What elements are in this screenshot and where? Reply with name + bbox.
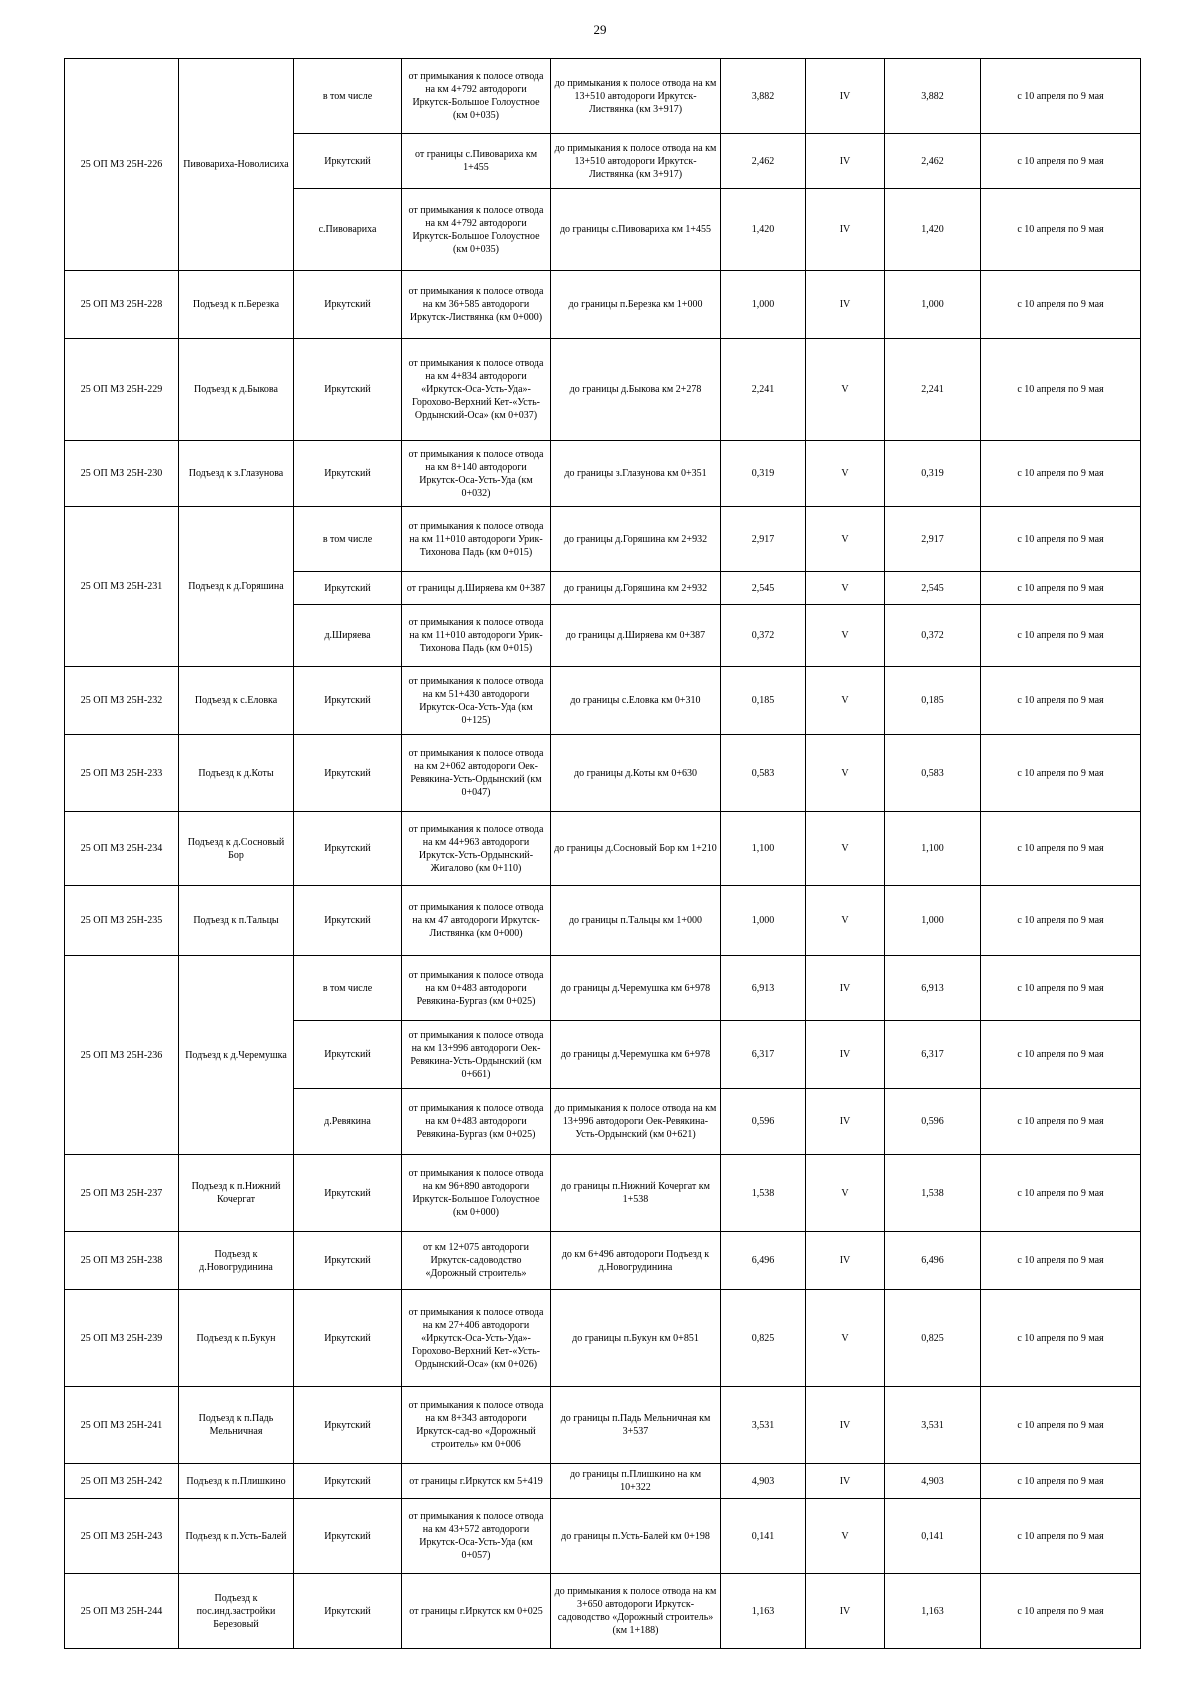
table-row bbox=[65, 441, 1141, 507]
to-cell: до примыкания к полосе отвода на км 13+996 автодороги Оек-Ревякина-Усть-Ордынский (км 0+621) bbox=[551, 1089, 721, 1155]
from-cell: от примыкания к полосе отвода на км 44+963 автодороги Иркутск-Усть-Ордынский-Жигалово (км 0+110) bbox=[402, 812, 551, 886]
from-cell: от примыкания к полосе отвода на км 2+062 автодороги Оек-Ревякина-Усть-Ордынский (км 0+047) bbox=[402, 735, 551, 812]
length2-cell: 0,141 bbox=[885, 1499, 981, 1574]
road-code-cell: 25 ОП МЗ 25Н-235 bbox=[65, 886, 179, 956]
category-cell: IV bbox=[806, 59, 885, 134]
length-cell: 3,531 bbox=[721, 1387, 806, 1464]
road-code-cell: 25 ОП МЗ 25Н-234 bbox=[65, 812, 179, 886]
length-cell: 2,462 bbox=[721, 134, 806, 189]
road-code-cell: 25 ОП МЗ 25Н-244 bbox=[65, 1574, 179, 1649]
district-cell: Иркутский bbox=[294, 886, 402, 956]
table-row bbox=[65, 1232, 1141, 1290]
from-cell: от примыкания к полосе отвода на км 51+430 автодороги Иркутск-Оса-Усть-Уда (км 0+125) bbox=[402, 667, 551, 735]
from-cell: от примыкания к полосе отвода на км 36+585 автодороги Иркутск-Листвянка (км 0+000) bbox=[402, 271, 551, 339]
district-cell: Иркутский bbox=[294, 1387, 402, 1464]
district-cell: в том числе bbox=[294, 507, 402, 572]
length-cell: 0,825 bbox=[721, 1290, 806, 1387]
to-cell: до границы д.Коты км 0+630 bbox=[551, 735, 721, 812]
road-code-cell: 25 ОП МЗ 25Н-241 bbox=[65, 1387, 179, 1464]
from-cell: от примыкания к полосе отвода на км 0+483 автодороги Ревякина-Бургаз (км 0+025) bbox=[402, 956, 551, 1021]
road-name-cell: Подъезд к д.Горяшина bbox=[179, 507, 294, 667]
category-cell: V bbox=[806, 605, 885, 667]
length-cell: 2,241 bbox=[721, 339, 806, 441]
category-cell: V bbox=[806, 667, 885, 735]
table-row bbox=[65, 1387, 1141, 1464]
to-cell: до границы п.Нижний Кочергат км 1+538 bbox=[551, 1155, 721, 1232]
table-row bbox=[65, 1290, 1141, 1387]
road-name-cell: Подъезд к пос.инд.застройки Березовый bbox=[179, 1574, 294, 1649]
road-code-cell: 25 ОП МЗ 25Н-231 bbox=[65, 507, 179, 667]
district-cell: Иркутский bbox=[294, 1021, 402, 1089]
length-cell: 1,420 bbox=[721, 189, 806, 271]
period-cell: с 10 апреля по 9 мая bbox=[981, 1232, 1141, 1290]
road-code-cell: 25 ОП МЗ 25Н-226 bbox=[65, 59, 179, 271]
from-cell: от примыкания к полосе отвода на км 8+343 автодороги Иркутск-сад-во «Дорожный строитель» км 0+006 bbox=[402, 1387, 551, 1464]
to-cell: до границы п.Букун км 0+851 bbox=[551, 1290, 721, 1387]
district-cell: Иркутский bbox=[294, 1464, 402, 1499]
length2-cell: 0,372 bbox=[885, 605, 981, 667]
length2-cell: 6,317 bbox=[885, 1021, 981, 1089]
road-code-cell: 25 ОП МЗ 25Н-238 bbox=[65, 1232, 179, 1290]
to-cell: до примыкания к полосе отвода на км 3+650 автодороги Иркутск-садоводство «Дорожный строитель» (км 1+188) bbox=[551, 1574, 721, 1649]
category-cell: V bbox=[806, 735, 885, 812]
table-row bbox=[65, 507, 1141, 572]
from-cell: от границы д.Ширяева км 0+387 bbox=[402, 572, 551, 605]
road-name-cell: Подъезд к п.Усть-Балей bbox=[179, 1499, 294, 1574]
category-cell: IV bbox=[806, 1089, 885, 1155]
from-cell: от примыкания к полосе отвода на км 4+834 автодороги «Иркутск-Оса-Усть-Уда»-Горохово-Верхний Кет-«Усть-Ордынский-Оса» (км 0+037) bbox=[402, 339, 551, 441]
road-name-cell: Подъезд к д.Быкова bbox=[179, 339, 294, 441]
period-cell: с 10 апреля по 9 мая bbox=[981, 1290, 1141, 1387]
roads-table bbox=[64, 58, 1141, 1649]
category-cell: V bbox=[806, 339, 885, 441]
road-name-cell: Подъезд к с.Еловка bbox=[179, 667, 294, 735]
length-cell: 1,538 bbox=[721, 1155, 806, 1232]
to-cell: до км 6+496 автодороги Подъезд к д.Новогрудинина bbox=[551, 1232, 721, 1290]
from-cell: от км 12+075 автодороги Иркутск-садоводство «Дорожный строитель» bbox=[402, 1232, 551, 1290]
length-cell: 6,317 bbox=[721, 1021, 806, 1089]
period-cell: с 10 апреля по 9 мая bbox=[981, 507, 1141, 572]
district-cell: Иркутский bbox=[294, 271, 402, 339]
road-name-cell: Подъезд к п.Букун bbox=[179, 1290, 294, 1387]
district-cell: Иркутский bbox=[294, 812, 402, 886]
from-cell: от примыкания к полосе отвода на км 13+996 автодороги Оек-Ревякина-Усть-Ордынский (км 0+661) bbox=[402, 1021, 551, 1089]
road-code-cell: 25 ОП МЗ 25Н-228 bbox=[65, 271, 179, 339]
length2-cell: 1,100 bbox=[885, 812, 981, 886]
category-cell: V bbox=[806, 507, 885, 572]
length-cell: 0,372 bbox=[721, 605, 806, 667]
district-cell: с.Пивовариха bbox=[294, 189, 402, 271]
road-name-cell: Пивовариха-Новолисиха bbox=[179, 59, 294, 271]
period-cell: с 10 апреля по 9 мая bbox=[981, 1499, 1141, 1574]
from-cell: от границы г.Иркутск км 5+419 bbox=[402, 1464, 551, 1499]
table-row bbox=[65, 1499, 1141, 1574]
length2-cell: 0,583 bbox=[885, 735, 981, 812]
from-cell: от примыкания к полосе отвода на км 8+140 автодороги Иркутск-Оса-Усть-Уда (км 0+032) bbox=[402, 441, 551, 507]
district-cell: Иркутский bbox=[294, 1232, 402, 1290]
table-row bbox=[65, 1155, 1141, 1232]
district-cell: Иркутский bbox=[294, 572, 402, 605]
district-cell: Иркутский bbox=[294, 1574, 402, 1649]
table-row bbox=[65, 667, 1141, 735]
category-cell: IV bbox=[806, 271, 885, 339]
from-cell: от границы г.Иркутск км 0+025 bbox=[402, 1574, 551, 1649]
length2-cell: 2,917 bbox=[885, 507, 981, 572]
period-cell: с 10 апреля по 9 мая bbox=[981, 271, 1141, 339]
road-name-cell: Подъезд к д.Новогрудинина bbox=[179, 1232, 294, 1290]
district-cell: Иркутский bbox=[294, 1290, 402, 1387]
period-cell: с 10 апреля по 9 мая bbox=[981, 1089, 1141, 1155]
road-name-cell: Подъезд к п.Березка bbox=[179, 271, 294, 339]
period-cell: с 10 апреля по 9 мая bbox=[981, 1155, 1141, 1232]
road-name-cell: Подъезд к п.Плишкино bbox=[179, 1464, 294, 1499]
length2-cell: 3,531 bbox=[885, 1387, 981, 1464]
category-cell: IV bbox=[806, 1387, 885, 1464]
from-cell: от примыкания к полосе отвода на км 11+010 автодороги Урик-Тихонова Падь (км 0+015) bbox=[402, 605, 551, 667]
to-cell: до границы с.Еловка км 0+310 bbox=[551, 667, 721, 735]
to-cell: до границы с.Пивовариха км 1+455 bbox=[551, 189, 721, 271]
table-row bbox=[65, 1574, 1141, 1649]
to-cell: до границы д.Быкова км 2+278 bbox=[551, 339, 721, 441]
to-cell: до границы д.Черемушка км 6+978 bbox=[551, 1021, 721, 1089]
period-cell: с 10 апреля по 9 мая bbox=[981, 1464, 1141, 1499]
road-code-cell: 25 ОП МЗ 25Н-236 bbox=[65, 956, 179, 1155]
period-cell: с 10 апреля по 9 мая bbox=[981, 956, 1141, 1021]
period-cell: с 10 апреля по 9 мая bbox=[981, 886, 1141, 956]
category-cell: V bbox=[806, 572, 885, 605]
table-row bbox=[65, 1464, 1141, 1499]
to-cell: до границы з.Глазунова км 0+351 bbox=[551, 441, 721, 507]
from-cell: от примыкания к полосе отвода на км 4+792 автодороги Иркутск-Большое Голоустное (км 0+035) bbox=[402, 59, 551, 134]
table-row bbox=[65, 59, 1141, 134]
to-cell: до границы д.Горяшина км 2+932 bbox=[551, 507, 721, 572]
road-name-cell: Подъезд к з.Глазунова bbox=[179, 441, 294, 507]
length2-cell: 2,241 bbox=[885, 339, 981, 441]
length2-cell: 6,496 bbox=[885, 1232, 981, 1290]
period-cell: с 10 апреля по 9 мая bbox=[981, 1574, 1141, 1649]
length-cell: 0,596 bbox=[721, 1089, 806, 1155]
from-cell: от примыкания к полосе отвода на км 43+572 автодороги Иркутск-Оса-Усть-Уда (км 0+057) bbox=[402, 1499, 551, 1574]
length2-cell: 1,538 bbox=[885, 1155, 981, 1232]
district-cell: в том числе bbox=[294, 59, 402, 134]
length2-cell: 6,913 bbox=[885, 956, 981, 1021]
district-cell: Иркутский bbox=[294, 339, 402, 441]
period-cell: с 10 апреля по 9 мая bbox=[981, 441, 1141, 507]
table-row bbox=[65, 339, 1141, 441]
length2-cell: 1,000 bbox=[885, 271, 981, 339]
table-row bbox=[65, 812, 1141, 886]
period-cell: с 10 апреля по 9 мая bbox=[981, 667, 1141, 735]
length-cell: 6,496 bbox=[721, 1232, 806, 1290]
period-cell: с 10 апреля по 9 мая bbox=[981, 735, 1141, 812]
road-name-cell: Подъезд к д.Коты bbox=[179, 735, 294, 812]
from-cell: от примыкания к полосе отвода на км 96+890 автодороги Иркутск-Большое Голоустное (км 0+000) bbox=[402, 1155, 551, 1232]
from-cell: от примыкания к полосе отвода на км 47 автодороги Иркутск-Листвянка (км 0+000) bbox=[402, 886, 551, 956]
page-number: 29 bbox=[593, 22, 607, 37]
table-row bbox=[65, 735, 1141, 812]
to-cell: до границы д.Черемушка км 6+978 bbox=[551, 956, 721, 1021]
district-cell: Иркутский bbox=[294, 1155, 402, 1232]
length-cell: 4,903 bbox=[721, 1464, 806, 1499]
district-cell: Иркутский bbox=[294, 134, 402, 189]
category-cell: V bbox=[806, 886, 885, 956]
to-cell: до границы п.Усть-Балей км 0+198 bbox=[551, 1499, 721, 1574]
road-name-cell: Подъезд к д.Сосновый Бор bbox=[179, 812, 294, 886]
table-row bbox=[65, 886, 1141, 956]
period-cell: с 10 апреля по 9 мая bbox=[981, 59, 1141, 134]
category-cell: IV bbox=[806, 956, 885, 1021]
from-cell: от примыкания к полосе отвода на км 0+483 автодороги Ревякина-Бургаз (км 0+025) bbox=[402, 1089, 551, 1155]
table-row bbox=[65, 956, 1141, 1021]
length-cell: 0,583 bbox=[721, 735, 806, 812]
category-cell: IV bbox=[806, 1232, 885, 1290]
district-cell: Иркутский bbox=[294, 735, 402, 812]
length2-cell: 0,185 bbox=[885, 667, 981, 735]
from-cell: от границы с.Пивовариха км 1+455 bbox=[402, 134, 551, 189]
to-cell: до границы п.Тальцы км 1+000 bbox=[551, 886, 721, 956]
length2-cell: 2,545 bbox=[885, 572, 981, 605]
period-cell: с 10 апреля по 9 мая bbox=[981, 1387, 1141, 1464]
category-cell: V bbox=[806, 1290, 885, 1387]
period-cell: с 10 апреля по 9 мая bbox=[981, 812, 1141, 886]
length-cell: 6,913 bbox=[721, 956, 806, 1021]
length2-cell: 2,462 bbox=[885, 134, 981, 189]
road-code-cell: 25 ОП МЗ 25Н-237 bbox=[65, 1155, 179, 1232]
district-cell: д.Ревякина bbox=[294, 1089, 402, 1155]
length-cell: 0,141 bbox=[721, 1499, 806, 1574]
category-cell: IV bbox=[806, 1464, 885, 1499]
period-cell: с 10 апреля по 9 мая bbox=[981, 605, 1141, 667]
from-cell: от примыкания к полосе отвода на км 27+406 автодороги «Иркутск-Оса-Усть-Уда»-Горохово-Верхний Кет-«Усть-Ордынский-Оса» (км 0+026) bbox=[402, 1290, 551, 1387]
length-cell: 2,545 bbox=[721, 572, 806, 605]
roads-table-body bbox=[65, 59, 1141, 1649]
category-cell: V bbox=[806, 1499, 885, 1574]
district-cell: Иркутский bbox=[294, 667, 402, 735]
from-cell: от примыкания к полосе отвода на км 4+792 автодороги Иркутск-Большое Голоустное (км 0+035) bbox=[402, 189, 551, 271]
length2-cell: 1,420 bbox=[885, 189, 981, 271]
category-cell: V bbox=[806, 441, 885, 507]
length-cell: 0,185 bbox=[721, 667, 806, 735]
road-code-cell: 25 ОП МЗ 25Н-242 bbox=[65, 1464, 179, 1499]
length2-cell: 0,596 bbox=[885, 1089, 981, 1155]
road-code-cell: 25 ОП МЗ 25Н-239 bbox=[65, 1290, 179, 1387]
category-cell: IV bbox=[806, 1021, 885, 1089]
road-name-cell: Подъезд к п.Тальцы bbox=[179, 886, 294, 956]
period-cell: с 10 апреля по 9 мая bbox=[981, 189, 1141, 271]
length-cell: 1,100 bbox=[721, 812, 806, 886]
road-code-cell: 25 ОП МЗ 25Н-230 bbox=[65, 441, 179, 507]
to-cell: до примыкания к полосе отвода на км 13+510 автодороги Иркутск-Листвянка (км 3+917) bbox=[551, 59, 721, 134]
district-cell: Иркутский bbox=[294, 441, 402, 507]
period-cell: с 10 апреля по 9 мая bbox=[981, 339, 1141, 441]
length-cell: 2,917 bbox=[721, 507, 806, 572]
table-row bbox=[65, 271, 1141, 339]
district-cell: д.Ширяева bbox=[294, 605, 402, 667]
category-cell: V bbox=[806, 812, 885, 886]
length-cell: 1,163 bbox=[721, 1574, 806, 1649]
length2-cell: 0,319 bbox=[885, 441, 981, 507]
length2-cell: 4,903 bbox=[885, 1464, 981, 1499]
road-code-cell: 25 ОП МЗ 25Н-232 bbox=[65, 667, 179, 735]
to-cell: до границы д.Ширяева км 0+387 bbox=[551, 605, 721, 667]
road-name-cell: Подъезд к д.Черемушка bbox=[179, 956, 294, 1155]
district-cell: Иркутский bbox=[294, 1499, 402, 1574]
period-cell: с 10 апреля по 9 мая bbox=[981, 1021, 1141, 1089]
to-cell: до границы п.Березка км 1+000 bbox=[551, 271, 721, 339]
period-cell: с 10 апреля по 9 мая bbox=[981, 572, 1141, 605]
road-code-cell: 25 ОП МЗ 25Н-243 bbox=[65, 1499, 179, 1574]
length2-cell: 1,000 bbox=[885, 886, 981, 956]
length-cell: 3,882 bbox=[721, 59, 806, 134]
to-cell: до границы п.Плишкино на км 10+322 bbox=[551, 1464, 721, 1499]
to-cell: до границы п.Падь Мельничная км 3+537 bbox=[551, 1387, 721, 1464]
to-cell: до примыкания к полосе отвода на км 13+510 автодороги Иркутск-Листвянка (км 3+917) bbox=[551, 134, 721, 189]
length-cell: 0,319 bbox=[721, 441, 806, 507]
category-cell: IV bbox=[806, 1574, 885, 1649]
road-name-cell: Подъезд к п.Падь Мельничная bbox=[179, 1387, 294, 1464]
road-code-cell: 25 ОП МЗ 25Н-229 bbox=[65, 339, 179, 441]
to-cell: до границы д.Горяшина км 2+932 bbox=[551, 572, 721, 605]
length2-cell: 3,882 bbox=[885, 59, 981, 134]
district-cell: в том числе bbox=[294, 956, 402, 1021]
category-cell: V bbox=[806, 1155, 885, 1232]
length2-cell: 0,825 bbox=[885, 1290, 981, 1387]
length2-cell: 1,163 bbox=[885, 1574, 981, 1649]
from-cell: от примыкания к полосе отвода на км 11+010 автодороги Урик-Тихонова Падь (км 0+015) bbox=[402, 507, 551, 572]
category-cell: IV bbox=[806, 189, 885, 271]
length-cell: 1,000 bbox=[721, 271, 806, 339]
road-code-cell: 25 ОП МЗ 25Н-233 bbox=[65, 735, 179, 812]
category-cell: IV bbox=[806, 134, 885, 189]
period-cell: с 10 апреля по 9 мая bbox=[981, 134, 1141, 189]
length-cell: 1,000 bbox=[721, 886, 806, 956]
to-cell: до границы д.Сосновый Бор км 1+210 bbox=[551, 812, 721, 886]
road-name-cell: Подъезд к п.Нижний Кочергат bbox=[179, 1155, 294, 1232]
